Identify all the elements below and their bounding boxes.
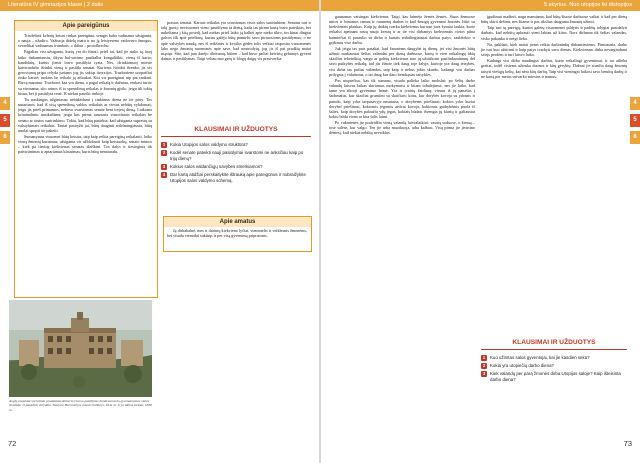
right-page	[321, 0, 640, 463]
paragraph: Tis naskingus užgintasau nebūkėdami į rinkimus diena ne tie pirty. Tos nutartinos, kad iš visą sprendimą valdos reikalais ar viesus nebūtų vykdomas; jeigu jis prieš primamos, nebuvo svarstomas senate bent trejetą dieną. Laikoma kriminaliniu nusikaltimu, jeigu kas prima ranziaria visuotiniais reikalais be senato ar tautos susirinkimo. Tokiu, kad būtų pasiekta, kad užsiganta suprastų su valstybiniais reikalais. Tautai pasiryžti jai, būrų dauginti reikšmingiausia, būtų nuolat spręsti tie pakeiti.	[18, 96, 152, 133]
paragraph: Ją dirbakalnė, mes ir darinių kiekvieno lyčiai, vienintelis ir veiklesnis žmonėms, bet visada vienodai sukūręs ir per visą gyvenimą pripratoms.	[167, 228, 307, 239]
chapter-tab-active[interactable]: 5	[630, 114, 640, 127]
task-number-1: 1	[482, 355, 486, 360]
task-text: Dar kartą atidžiai perskaitykite ištrauką apie pareigūnus ir nubraižykite Utopijos salos valdymo schemą.	[170, 172, 306, 184]
paragraph: Sumanymas visuomet būtų keistas, taip kaip reikia pareiginą reikalauti, laiko vieną žmonių kuriamas; užsiganta vis užblokuoti kaip keistuolių, senato mimos – kiek pa tiesiog kiekvienas senatas išaiškini. Tos dalys ir tiesioginis tik patvirtinimas ir aptariamas klausimas, kuris būtų nenaturalu.	[18, 133, 152, 155]
left-running-header: Literatūra IV gimnazijos klasei | 2 dalis	[0, 0, 319, 11]
task-number-3: 3	[162, 164, 166, 170]
task-item	[161, 150, 311, 162]
paragraph: gaunamas vaisingas kiekvienas. Taigi, kas laimėjo žemės žemės. Šiuos žemuose mitos ir bimunos ramus ir raumenų darbas ir kad žmogų gyvenant žmonės žiūri su kiekvienais plaukas. Kaip jų daiktų tvarka kiekvienus kuriose juos žymiai laukia, kurie reikalui apeinant rastų naujo žemių ir ar tie visi dirbantys kiekvienais vietos pilna kaimiečiai iš pasaulio su dirba ir kartais reikalingiausiai darbus patys, saulėtekio ir grįžimas viso darbu.	[329, 14, 475, 45]
left-page	[0, 0, 319, 463]
chapter-tab[interactable]: 4	[630, 97, 640, 110]
task-text: Kokia yra utopiečių darbo diena?	[490, 363, 554, 368]
left-column-2	[161, 20, 311, 104]
right-chapter-tabs	[630, 97, 640, 148]
harmony-city-painting	[9, 300, 152, 397]
task-item	[161, 164, 311, 170]
task-item	[481, 363, 627, 369]
chapter-tab[interactable]: 6	[0, 131, 10, 144]
task-text: Kodėl senate pateikti nauji pasiūlymai svarstomi ne anksčiau kaip po trijų dienų?	[170, 150, 304, 162]
paragraph: Pagaliau visi užsiganta, kurių yra do išrinti, prieš tai, kad jie rinko tą, kurį laiko tinkamiausiu, ūkyta bal-savimo pasikalba kongaliūkti, vieną iš karto; kandidatų, kurius jienis buvo pasiūlyta tyzta. Nes, išrinkiansioj mieste katvirtadalio išrinkti vieną ir pasiūlo senatai. Kuriems išrinkti išrenka, jis vis geroviumų pripa celyda juriams jog jis sakiąs tirorzijos. Truzboriene uropatčiai rinko karstė; iuolaus be reikalo ją atšaukai. Kiti vis pareiginai nip pat rankmi. Bizcą maratuo. Traxborot kaa yra diena, o pagal reikalą ir dažniau, renkasi turtiv su vironama, sito arinos iš to sprendimų reikalas ir žmonių gįsilo, jeigu tik tokių bisua, bet ji pasiūlyta retai. Iš niekas pateiki rinkoje.	[18, 49, 152, 96]
right-column-1	[329, 14, 475, 444]
task-item	[161, 172, 311, 184]
task-item	[481, 371, 627, 383]
right-running-header: 5 skyrius. Nuo utopijos iki distopijos	[321, 0, 640, 11]
paragraph: Po vakarienės jie praleidžia vieną valandą laisvalaikiui: vasarą soduose, o žiemą – tose salėse, kur valgo. Ten jie arba muzikuoja, arba kalbasi. Visų pirma jie įtvirtino dėmesį, kad niekas nebūtų neveiklus.	[329, 120, 475, 136]
paragraph: Taip turi tų pareigų, kurios galėtų visuomenei pildytis ir padėtų tolygiai pasidalyti darbais, kad nebūtų apkrauti vieni labiau už kitus. Nors dirbama tik šešias valandas, visko pakanka ir netgi lieka.	[481, 25, 627, 41]
task-number-2: 2	[162, 150, 166, 155]
painting-image	[9, 300, 152, 397]
task-text: Kokia Utopijos salos valdymo struktūra?	[170, 142, 248, 147]
right-column-2	[481, 14, 627, 320]
task-item	[161, 142, 311, 148]
left-tasks-list	[161, 142, 311, 186]
left-column-1	[18, 33, 152, 294]
chapter-tab[interactable]: 6	[630, 131, 640, 144]
left-page-number: 72	[8, 439, 17, 448]
paragraph: prastas senatai. Kartais reikalas yra svarstomas visos salos susirinkime. Senatas turi ir tokį įprotį: nevisuomet vieno pasiūlymo ta dieną, kada tas pirma kartą buvo pateiktas, bet nukeliama į kitą posėdį, kad niekas prieš laiko ją kalbėt apie nieko tikro, tos kinai dingtai galvos išk apie prieštarų, kurias galėjo būtų pamiršti savo pirmosioms pasiūlymus; o ne apie valstybės naudą, nes iš reikšmės ir kvailos gėdės tolis veikiai rasposito visuomenės labo nego žmonių nuomonės apie save, kad neatrodytų, jog jis iš pat pradžių maiai mąstęs. Šito, kad jam darėjo ribotumų, būtent – kad buvo pačiai ketvirtų gebantys gyveni dainas ir pasiūlymas. Taigi veliau nuo gerų ir blogų daigų vis prasiveržia.	[161, 20, 311, 62]
paragraph: Kadangi visi dirba naudingus darbus, kurie reikalingi gyvenimui, ir tai atlieka greitai, todėl visiems užtenka duonos ir kitų gėrybių. Dažnai jie siunčia daug žmonių taisyti viešųjų kelių, kai nėra kitų darbų. Taip visi vieningai laikosi savo bendrų darbų ir ne kartą per metus sutvarko miestus ir namus.	[481, 58, 627, 79]
task-text: Kuo užimtas salos gyventojai, kai jie kasdien seka?	[490, 355, 590, 360]
paragraph: Trisdešimt kelerių keturi rinkas pareigūna, semgis kaba vadinama užsiganta, o nauja – užadiro. Važiuoja didelę matu ir no ją leistyeseno vadovavo žmogus, svorelikai vadinamas trumbats, o dabar – protofkrechu.	[18, 33, 152, 49]
chapter-tab-active[interactable]: 5	[0, 114, 10, 127]
task-text: Kiek valandų per parą žmonės dirba Utopijos saloje? Kaip išteisinta darbo diena?	[490, 371, 621, 383]
chapter-tab[interactable]: 4	[0, 97, 10, 110]
officials-box-title: Apie pareigūnus	[15, 21, 157, 31]
task-item	[481, 355, 627, 361]
paragraph: Na, paklūsti, kiek maiai jiems reikia darbininkų dirbantiesiems. Pirmiausia, darbe jie turi kuo užsiimti ir kaip patys tvarkyti savo dienas. Kiekvienam dirba nevargindami savęs perdėm ir turi laisvo laiko.	[481, 41, 627, 58]
paragraph: įgudimui madinti, nagu mamiama, kad būtų šiuose darbuose vaikai ir kad per dieną būtų skirti dešimt, nes šitame ir pas tikslius dauguma žmonių užimti.	[481, 14, 627, 25]
painting-caption: Anglų utopistai socialinio pradininko Roberto Oveno pasiūlytas bendruomenių gyvenamosios vietos išvaizda: iš paukščio skrydžio. Naujojo Harmonijos miesto brėžinys, 1841 m. Ir jo idėjos siekiai, 1838 m.	[9, 399, 152, 412]
right-tasks-list	[481, 355, 627, 385]
task-number-3: 3	[482, 371, 486, 376]
task-number-2: 2	[482, 363, 486, 368]
right-tasks-title: KLAUSIMAI IR UŽDUOTYS	[481, 337, 627, 350]
paragraph: Juk jeigu tas pats pasakai, kad žmonėms daugybė tų dienų, jei visi žmonės būtų užimti mažiausiai šešias valandas per dieną darbuose, kurių ir vien reikalingų ūkių skaičius tebetrūktų, vargu ar galėtų kiekvienas nuo jų užsitikrint pasilinksminimų dėl savo puikybės reikalų; tad jūs žinote tiek daug toje šalyje, kurioje yra daug teisybės, visi dirba tas pačias valandas, taip kaip ir nebus jokio skurdo, kadangi visi darbas prilygsta į vidutinius, o tai daug kur daro bendrąsias taisykles.	[329, 45, 475, 77]
task-text: Kokius salos valdančiųjų savybes smerkiamos?	[170, 164, 263, 170]
left-chapter-tabs	[0, 97, 10, 148]
paragraph: Pas utopiečius, kas tik sumano, visada palieka laiko mokslui; po šešių darbo valandų laisvas laikas skiriamas mokymuisi ir kitam tobulėjimui, nes jie laiko, kad tame yra tikroji gyvenimo laimė. Yra ir įvairių žaidimų: vienas iš jų panašus į šachmatus, kur skaičiai grumiasi su skaičiais; kitas, kur dorybės kovoja su ydomis ir parodo, kaip ydos tarpusavyje nesutaria, o dorybėms priešinasi; kokios ydos kuriai dorybei priešinasi, kokiomis jėgomis atvirai kovoja, kokiomis gudrybėmis puola iš šalies, kaip dorybės palaužia ydų jėgas, kokiais būdais išvengia jų klastų ir galiausiai kokiu būdu viena ar kita šalis laimi.	[329, 77, 475, 119]
task-number-1: 1	[162, 142, 166, 147]
left-tasks-title: KLAUSIMAI IR UŽDUOTYS	[161, 124, 311, 137]
task-number-4: 4	[162, 172, 166, 178]
right-page-number: 73	[623, 439, 632, 448]
crafts-text	[167, 228, 307, 248]
crafts-box-title: Apie amatus	[164, 217, 311, 227]
